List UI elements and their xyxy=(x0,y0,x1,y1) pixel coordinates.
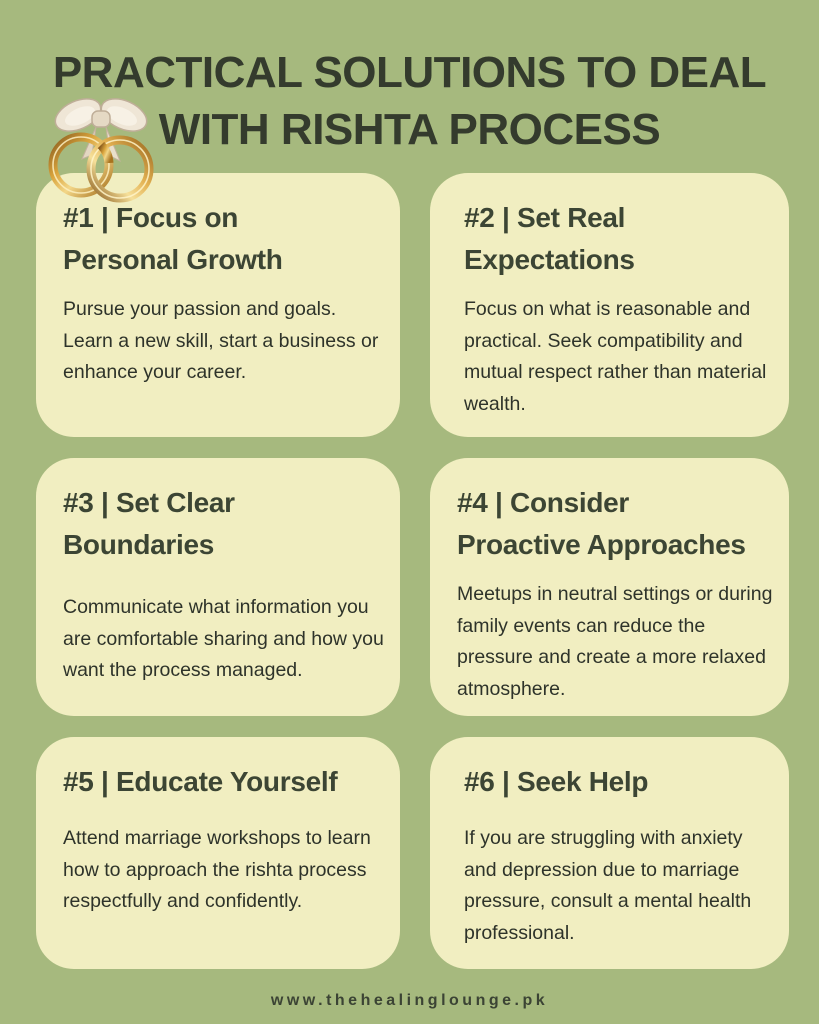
card-3-body: Communicate what information you are comfortable sharing and how you want the process managed. xyxy=(63,596,384,682)
card-4-heading-line-2: Proactive Approaches xyxy=(457,529,746,560)
card-6-heading xyxy=(464,761,777,803)
card-4-body: Meetups in neutral settings or during family events can reduce the pressure and create a more relaxed atmosphere. xyxy=(457,583,773,700)
card-1-focus-on-personal-growth xyxy=(36,173,400,437)
card-3-set-clear-boundaries xyxy=(36,458,400,716)
card-5-educate-yourself xyxy=(36,737,400,969)
card-4-heading xyxy=(457,482,777,566)
card-6-body: If you are struggling with anxiety and depression due to marriage pressure, consult a mental health professional. xyxy=(464,827,752,944)
card-2-heading-line-1: #2 | Set Real xyxy=(464,202,626,233)
card-1-heading-line-2: Personal Growth xyxy=(63,244,283,275)
card-2-heading xyxy=(464,197,777,281)
card-5-body: Attend marriage workshops to learn how to approach the rishta process respectfully and confidently. xyxy=(63,827,371,913)
card-4-heading-line-1: #4 | Consider xyxy=(457,487,629,518)
website-url: www.thehealinglounge.pk xyxy=(270,992,549,1009)
card-5-heading-line-1: #5 | Educate Yourself xyxy=(63,766,338,797)
card-1-heading-line-1: #1 | Focus on xyxy=(63,202,239,233)
card-2-body: Focus on what is reasonable and practical. Seek compatibility and mutual respect rather than material wealth. xyxy=(464,298,767,415)
card-6-heading-line-1: #6 | Seek Help xyxy=(464,766,649,797)
card-4-consider-proactive-approaches xyxy=(430,458,789,716)
title-line-1: PRACTICAL SOLUTIONS TO DEAL xyxy=(52,48,767,97)
card-3-heading-line-2: Boundaries xyxy=(63,529,215,560)
cards-grid xyxy=(36,173,789,969)
card-6-seek-help xyxy=(430,737,789,969)
card-3-heading-line-1: #3 | Set Clear xyxy=(63,487,235,518)
card-1-body: Pursue your passion and goals. Learn a new skill, start a business or enhance your career. xyxy=(63,298,379,384)
wedding-rings-icon xyxy=(38,93,164,205)
card-1-heading xyxy=(63,197,388,281)
card-3-heading xyxy=(63,482,388,566)
card-5-heading xyxy=(63,761,388,803)
title-line-2: WITH RISHTA PROCESS xyxy=(158,105,661,154)
card-2-set-real-expectations xyxy=(430,173,789,437)
footer xyxy=(0,992,819,1010)
card-2-heading-line-2: Expectations xyxy=(464,244,635,275)
